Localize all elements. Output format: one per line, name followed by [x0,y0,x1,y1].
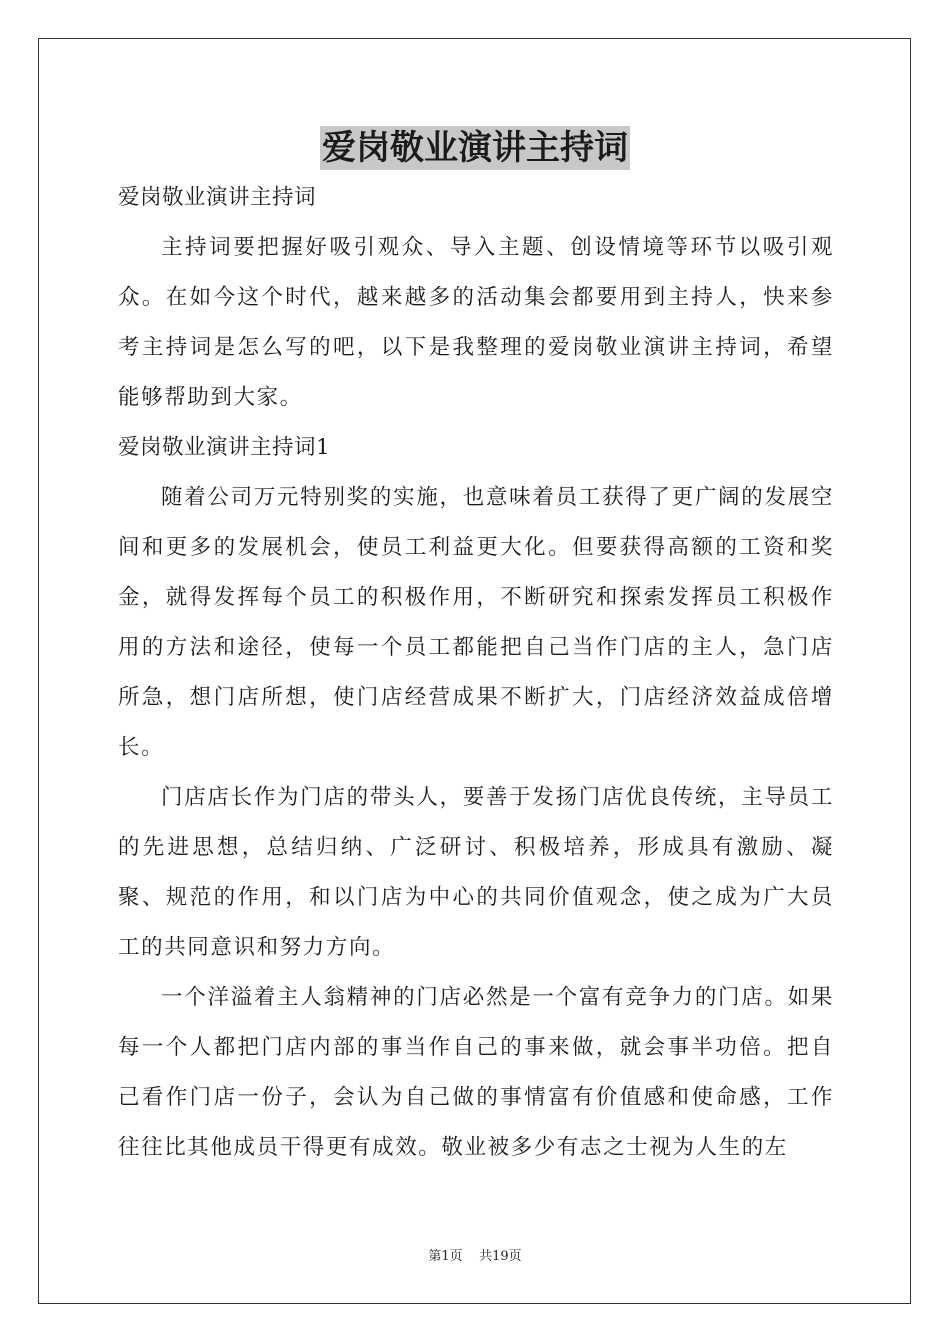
page-footer: 第1页 共19页 [428,1249,522,1264]
paragraph-body: 随着公司万元特别奖的实施，也意味着员工获得了更广阔的发展空间和更多的发展机会，使员工利益更大化。但要获得高额的工资和奖金，就得发挥每个员工的积极作用，不断研究和探索发挥员工积极作用的方法和途径，使每一个员工都能把自己当作门店的主人，急门店所急，想门店所想，使门店经营成果不断扩大，门店经济效益成倍增长。 [118,485,834,760]
section-heading: 爱岗敬业演讲主持词1 [118,435,331,460]
paragraph-intro: 主持词要把握好吸引观众、导入主题、创设情境等环节以吸引观众。在如今这个时代，越来越多的活动集会都要用到主持人，快来参考主持词是怎么写的吧，以下是我整理的爱岗敬业演讲主持词，希望能够帮助到大家。 [118,235,834,410]
document-title: 爱岗敬业演讲主持词 [322,128,628,168]
paragraph-body: 门店店长作为门店的带头人，要善于发扬门店优良传统，主导员工的先进思想，总结归纳、广泛研讨、积极培养，形成具有激励、凝聚、规范的作用，和以门店为中心的共同价值观念，使之成为广大员工的共同意识和努力方向。 [118,785,834,960]
document-body [118,173,834,1173]
paragraph-body: 一个洋溢着主人翁精神的门店必然是一个富有竞争力的门店。如果每一个人都把门店内部的事当作自己的事来做，就会事半功倍。把自己看作门店一份子，会认为自己做的事情富有价值感和使命感，工作往往比其他成员干得更有成效。敬业被多少有志之士视为人生的左 [118,985,834,1160]
title-container [0,126,950,170]
paragraph-heading: 爱岗敬业演讲主持词 [118,185,317,210]
